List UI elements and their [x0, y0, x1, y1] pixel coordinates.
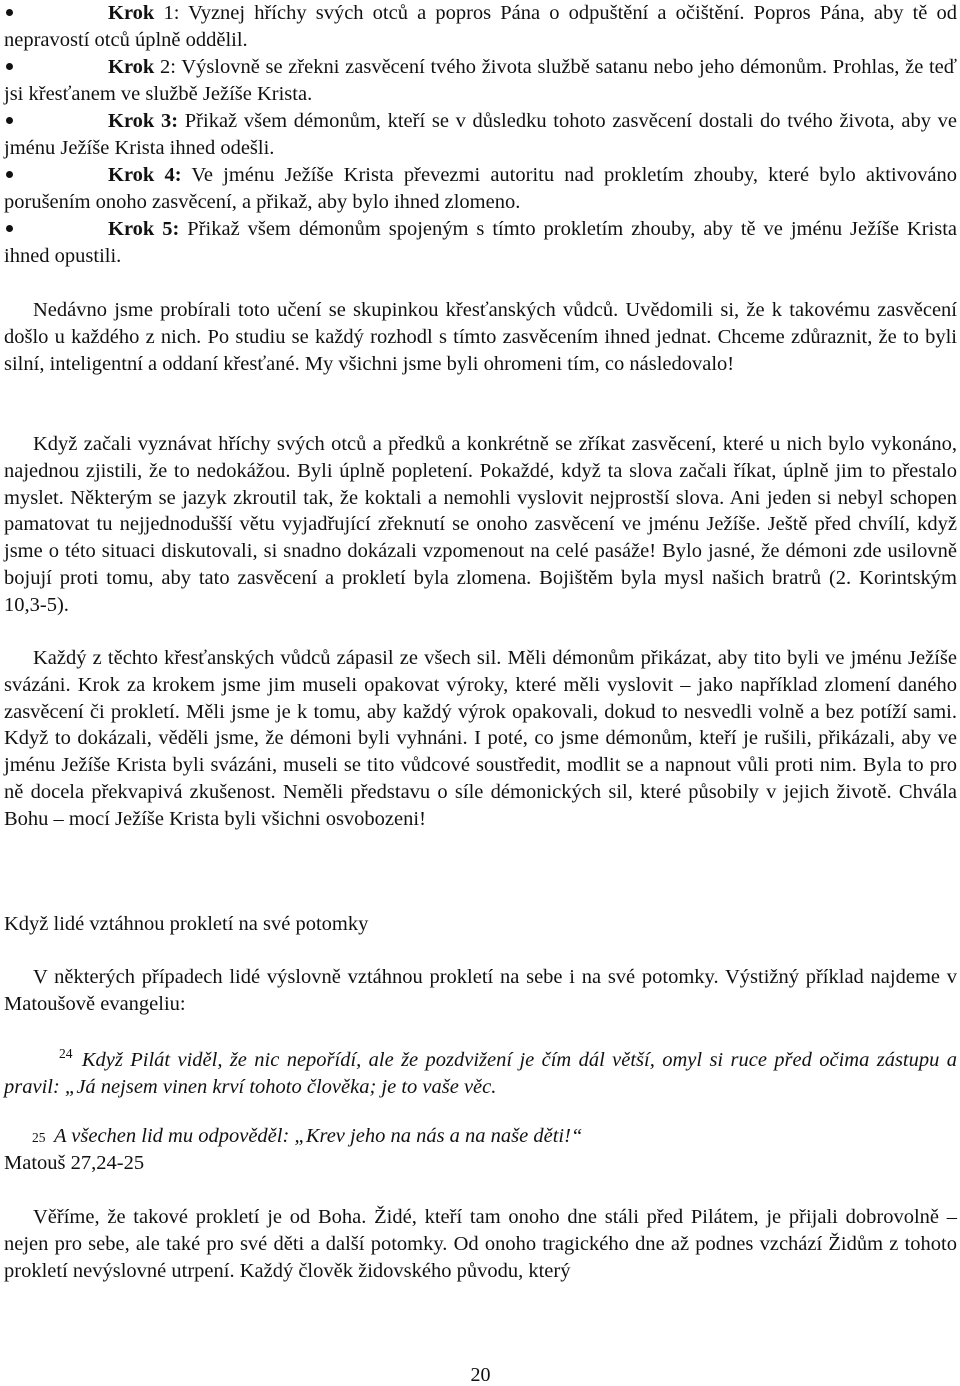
step-3-label: Krok 3:: [108, 110, 179, 132]
step-5-label: Krok 5:: [108, 218, 180, 240]
bullet-icon: [4, 166, 30, 186]
step-1-number: 1:: [163, 2, 180, 24]
step-4-item: [4, 162, 957, 216]
bullet-icon: [4, 4, 30, 24]
paragraph-4: V některých případech lidé výslovně vztáhnou prokletí na sebe i na své potomky. Výstižný příklad najdeme v Matoušově evangeliu:: [4, 966, 957, 1015]
bullet-icon: [4, 58, 30, 78]
page-number: 20: [470, 1364, 491, 1386]
step-1-item: [4, 0, 957, 54]
verse-24-number: 24: [59, 1046, 73, 1061]
paragraph-2: Když začali vyznávat hříchy svých otců a předků a konkrétně se zříkat zasvěcení, které u nich bylo vykonáno, najednou zjistili, že to nedokážou. Byli úplně popletení. Pokaždé, když ta slova začali říkat, úplně jim to přestalo myslet. Některým se jazyk zkroutil tak, že koktali a nemohli vyslovit nejprostší slova. Ani jeden si nebyl schopen pamatovat tu nejjednodušší větu vyjadřující zřeknutí se onoho zasvěcení ve jménu Ježíše. Ještě před chvílí, když jsme o této situaci diskutovali, si snadno dokázali vzpomenout na celé pasáže! Bylo jasné, že démoni zde usilovně bojují proti tomu, aby tato zasvěcení a prokletí byla zlomena. Bojištěm byla mysl našich bratrů (2. Korintským 10,3-5).: [4, 433, 957, 616]
verse-25-number: 25: [32, 1130, 46, 1145]
step-2-label: Krok: [108, 56, 155, 78]
step-2-number: 2:: [160, 56, 176, 78]
step-5-text: Přikaž všem démonům spojeným s tímto prokletím zhouby, aby tě ve jménu Ježíše Krista ihned opustili.: [4, 218, 958, 267]
step-3-item: [4, 108, 957, 162]
section-heading: Když lidé vztáhnou prokletí na své potomky: [4, 913, 369, 935]
paragraph-3: Každý z těchto křesťanských vůdců zápasil ze všech sil. Měli démonům přikázat, aby tito byli ve jménu Ježíše svázáni. Krok za krokem jsme jim museli opakovat výroky, které měli vyslovit – jako například zlomení daného zasvěcení či prokletí. Měli jsme je k tomu, aby každý výrok opakovali, dokud to nesvedli volně a bez potíží sami. Když to dokázali, věděli jsme, že démoni byli vyhnáni. I poté, co jsme démonům, kteří je rušili, přikázali, aby ve jménu Ježíše Krista byli svázáni, museli se tito vůdcové soustředit, modlit se a napnout vůli proti nim. Byla to pro ně docela překvapivá zkušenost. Neměli představu o síle démonických sil, které působily v jejich životě. Chvála Bohu – mocí Ježíše Krista byli všichni osvobozeni!: [4, 647, 957, 830]
step-4-label: Krok 4:: [108, 164, 182, 186]
verse-24-text: Když Pilát viděl, že nic nepořídí, ale že pozdvižení je čím dál větší, omyl si ruce před očima zástupu a pravil: „Já nejsem vinen krví tohoto člověka; je to vaše věc.: [4, 1049, 957, 1098]
verse-25-text: A všechen lid mu odpověděl: „Krev jeho na nás a na naše děti!“: [54, 1125, 583, 1147]
bullet-icon: [4, 112, 30, 132]
step-2-item: [4, 54, 957, 108]
paragraph-5: Věříme, že takové prokletí je od Boha. Židé, kteří tam onoho dne stáli před Pilátem, je přijali dobrovolně – nejen pro sebe, ale také pro své děti a další potomky. Od onoho tragického dne až podnes vzchází Židům z tohoto prokletí nevýslovné utrpení. Každý člověk židovského původu, který: [4, 1206, 957, 1282]
paragraph-1: Nedávno jsme probírali toto učení se skupinkou křesťanských vůdců. Uvědomili si, že k takovému zasvěcení došlo u každého z nich. Po studiu se každý rozhodl s tímto zasvěcením ihned jednat. Chceme zdůraznit, že to byli silní, inteligentní a oddaní křesťané. My všichni jsme byli ohromeni tím, co následovalo!: [4, 299, 957, 375]
verse-25: [4, 1123, 957, 1177]
step-2-text: Výslovně se zřekni zasvěcení tvého života službě satanu nebo jeho démonům. Prohlas, že teď jsi křesťanem ve službě Ježíše Krista.: [4, 56, 958, 105]
step-4-text: Ve jménu Ježíše Krista převezmi autoritu nad prokletím zhouby, které bylo aktivováno porušením onoho zasvěcení, a přikaž, aby bylo ihned zlomeno.: [4, 164, 957, 213]
verse-24: [4, 1041, 957, 1101]
bullet-icon: [4, 220, 30, 240]
scripture-reference: Matouš 27,24-25: [4, 1151, 145, 1174]
step-1-text: Vyznej hříchy svých otců a popros Pána o odpuštění a očištění. Popros Pána, aby tě od nepravostí otců úplně oddělil.: [4, 2, 957, 51]
step-1-label: Krok: [108, 2, 155, 24]
step-5-item: [4, 216, 957, 270]
step-3-text: Přikaž všem démonům, kteří se v důsledku tohoto zasvěcení dostali do tvého života, aby ve jménu Ježíše Krista ihned odešli.: [4, 110, 957, 159]
document-page: [4, 0, 957, 1386]
